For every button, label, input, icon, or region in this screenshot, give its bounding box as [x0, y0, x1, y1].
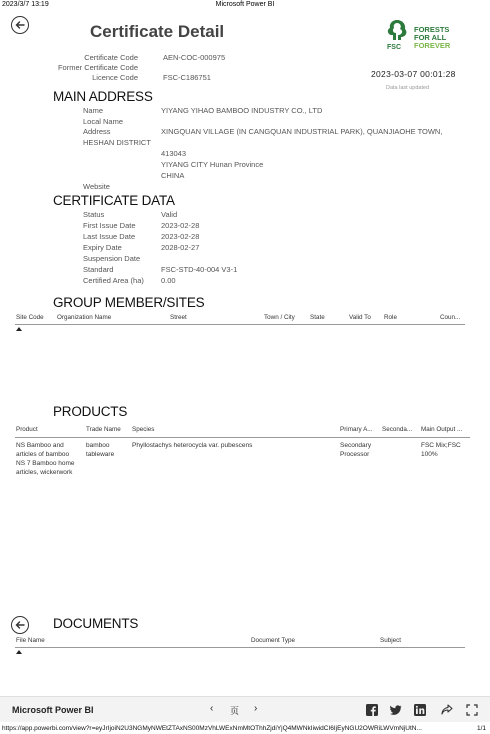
licence-code-label: Licence Code [92, 73, 138, 82]
col-site-code[interactable]: Site Code [16, 314, 44, 321]
sort-ascending-icon[interactable] [16, 327, 22, 331]
status-value: Valid [161, 210, 178, 219]
next-page-button[interactable]: › [254, 703, 258, 714]
facebook-icon[interactable] [366, 704, 378, 716]
certificate-data-title: CERTIFICATE DATA [53, 193, 175, 208]
name-value: YIYANG YIHAO BAMBOO INDUSTRY CO., LTD [161, 106, 323, 115]
licence-code-value: FSC-C186751 [163, 73, 211, 82]
primary-activity-cell: Secondary Processor [340, 442, 372, 458]
linkedin-icon[interactable] [414, 704, 426, 716]
name-label: Name [83, 106, 104, 115]
former-code-label: Former Certificate Code [57, 63, 138, 72]
page-title: Certificate Detail [90, 22, 225, 41]
table-row [0, 441, 490, 481]
standard-value: FSC-STD-40-004 V3-1 [161, 265, 238, 274]
col-main-output[interactable]: Main Output ... [421, 426, 463, 433]
col-street[interactable]: Street [170, 314, 187, 321]
col-primary-activity[interactable]: Primary A... [340, 426, 373, 433]
last-updated-timestamp: 2023-03-07 00:01:28 [371, 69, 456, 79]
powerbi-footer [0, 696, 490, 722]
col-file-name[interactable]: File Name [16, 637, 45, 644]
status-label: Status [83, 210, 105, 219]
standard-label: Standard [83, 265, 114, 274]
fsc-line2: FOR ALL [414, 33, 447, 42]
col-country[interactable]: Coun... [440, 314, 461, 321]
col-town-city[interactable]: Town / City [264, 314, 295, 321]
fsc-brand: FSC [387, 44, 401, 51]
certificate-data-block [0, 0, 490, 300]
expiry-value: 2028-02-27 [161, 243, 200, 252]
postal-code: 413043 [161, 149, 187, 158]
col-valid-to[interactable]: Valid To [349, 314, 371, 321]
fsc-line1: FORESTS [414, 25, 450, 34]
address-label: Address [83, 127, 111, 136]
website-label: Website [83, 182, 110, 191]
last-updated-note: Data last updated [386, 85, 430, 91]
col-secondary-activity[interactable]: Seconda... [382, 426, 413, 433]
powerbi-brand[interactable]: Microsoft Power BI [12, 705, 94, 715]
certificate-code-label: Certificate Code [84, 53, 138, 62]
col-role[interactable]: Role [384, 314, 397, 321]
prev-page-button[interactable]: ‹ [210, 703, 214, 714]
certified-area-value: 0.00 [161, 276, 176, 285]
local-name-label: Local Name [83, 117, 124, 126]
trade-name-cell: bamboo tableware [86, 442, 115, 458]
certificate-code-value: AEN-COC-000975 [163, 53, 226, 62]
address-line2: HESHAN DISTRICT [83, 138, 151, 147]
col-trade-name[interactable]: Trade Name [86, 426, 121, 433]
col-species[interactable]: Species [132, 426, 155, 433]
fullscreen-icon[interactable] [466, 704, 478, 716]
last-issue-value: 2023-02-28 [161, 232, 200, 241]
first-issue-label: First Issue Date [83, 221, 136, 230]
products-title: PRODUCTS [53, 404, 128, 419]
product-cell: NS Bamboo and articles of bamboo NS 7 Bamboo home articles, wickerwork [16, 442, 75, 476]
first-issue-value: 2023-02-28 [161, 221, 200, 230]
expiry-label: Expiry Date [83, 243, 122, 252]
group-members-title: GROUP MEMBER/SITES [53, 295, 205, 310]
col-organization-name[interactable]: Organization Name [57, 314, 112, 321]
print-title: Microsoft Power BI [215, 1, 275, 8]
print-page-number: 1/1 [476, 725, 486, 732]
suspension-label: Suspension Date [83, 254, 141, 263]
address-line1: XINGQUAN VILLAGE (IN CANGQUAN INDUSTRIAL PARK), QUANJIAOHE TOWN, [161, 127, 443, 136]
twitter-icon[interactable] [390, 704, 402, 716]
sort-ascending-icon[interactable] [16, 650, 22, 654]
products-divider [15, 437, 470, 438]
group-members-divider [15, 324, 465, 325]
documents-title: DOCUMENTS [53, 616, 139, 631]
print-url-bar [0, 724, 490, 734]
city-province: YIYANG CITY Hunan Province [161, 160, 264, 169]
species-cell: Phyllostachys heterocycla var. pubescens [132, 442, 253, 449]
col-product[interactable]: Product [16, 426, 38, 433]
documents-back-button[interactable] [11, 616, 29, 634]
certified-area-label: Certified Area (ha) [83, 276, 144, 285]
share-icon[interactable] [441, 704, 453, 716]
print-datetime: 2023/3/7 13:19 [2, 1, 49, 8]
page-url: https://app.powerbi.com/view?r=eyJrIjoiN2U3NGMyNWEtZTAxNS00MzVhLWExNmMtOThhZjdiYjQ4MWNkIiwidCI6IjEyNGU2OWRiLWVmNjUtN... [2, 725, 422, 732]
fsc-line3: FOREVER [414, 41, 451, 50]
page-selector-icon[interactable]: 页 [230, 706, 240, 716]
documents-divider [15, 647, 465, 648]
last-issue-label: Last Issue Date [83, 232, 136, 241]
col-subject[interactable]: Subject [380, 637, 402, 644]
col-state[interactable]: State [310, 314, 325, 321]
country: CHINA [161, 171, 185, 180]
main-address-title: MAIN ADDRESS [53, 89, 153, 104]
arrow-left-icon [15, 620, 25, 630]
main-output-cell: FSC Mix;FSC 100% [421, 442, 461, 458]
col-document-type[interactable]: Document Type [251, 637, 295, 644]
